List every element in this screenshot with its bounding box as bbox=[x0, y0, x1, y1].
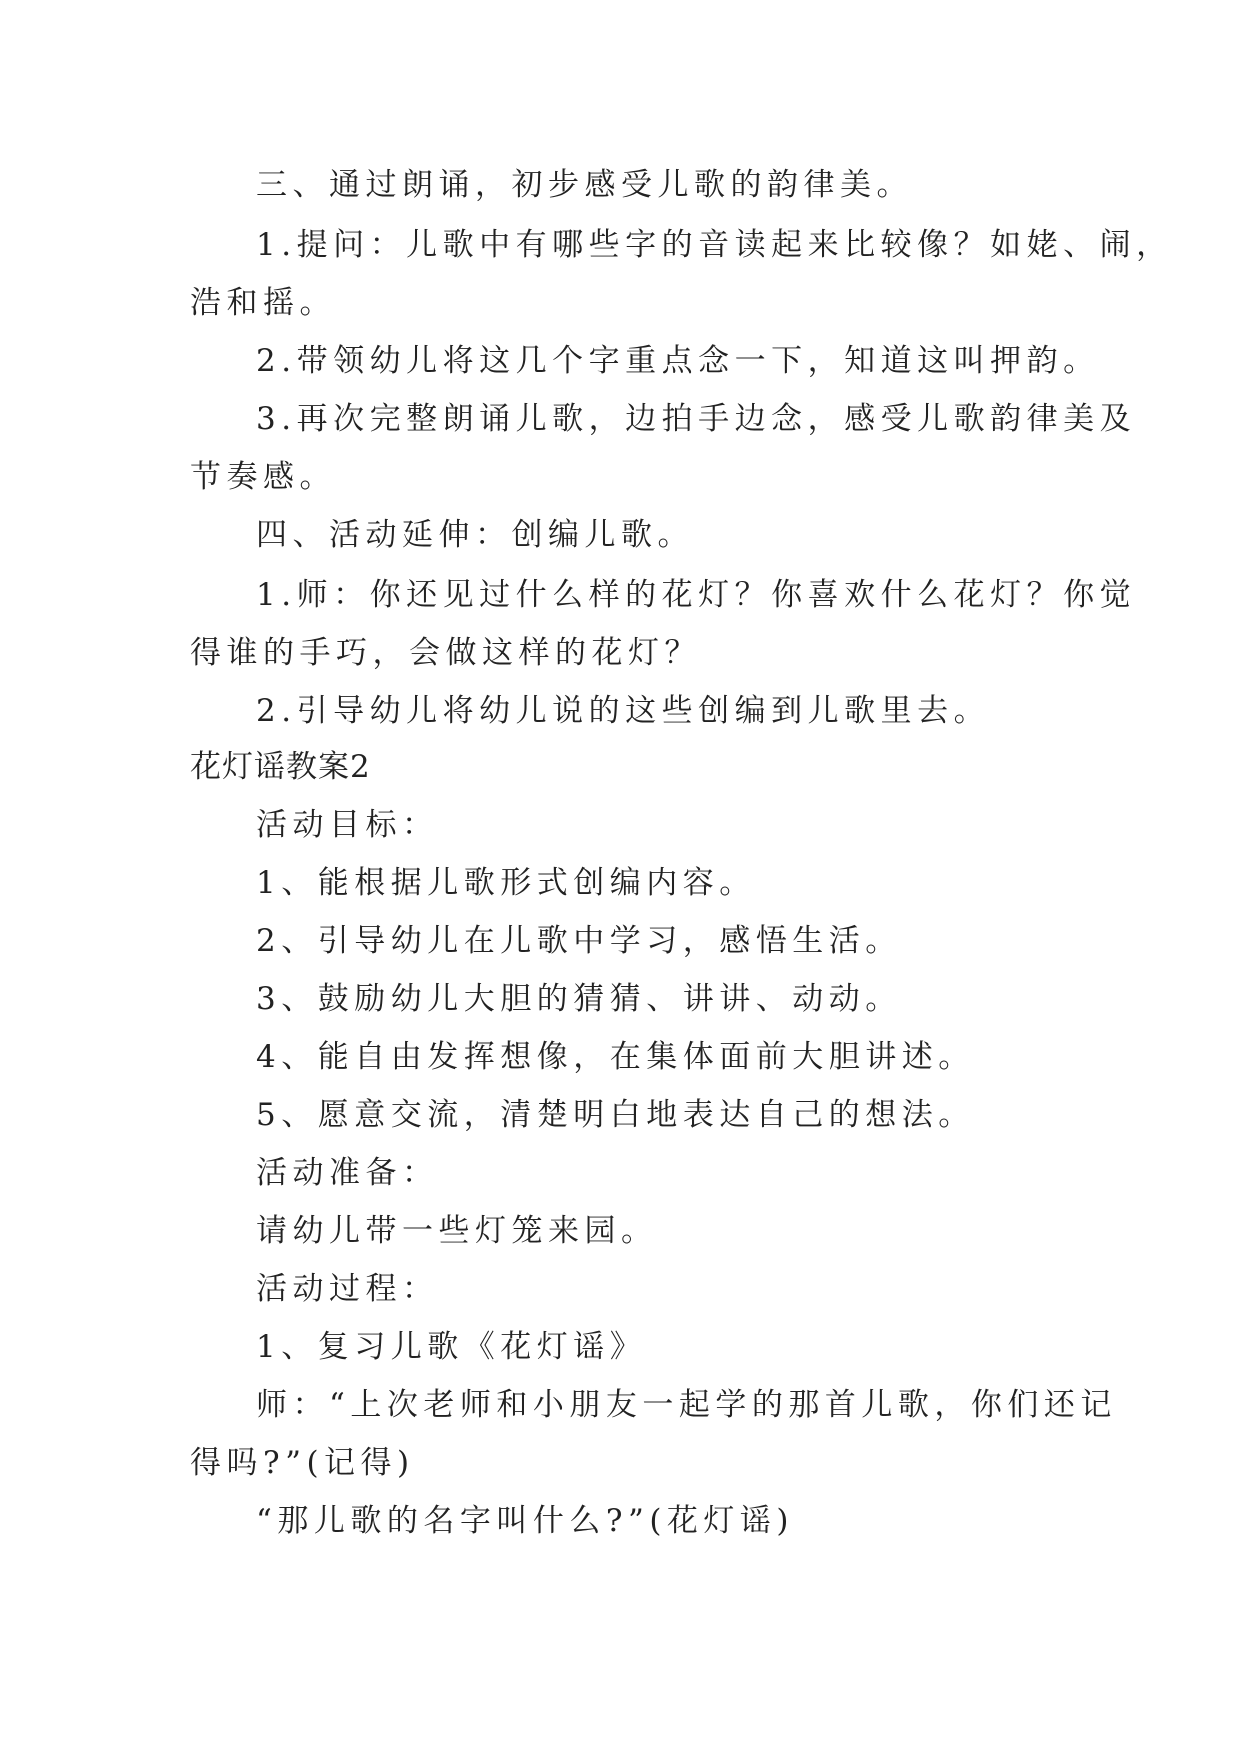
paragraph-line: 3.再次完整朗诵儿歌，边拍手边念，感受儿歌韵律美及 bbox=[256, 401, 1137, 437]
list-item: 3、鼓励幼儿大胆的猜猜、讲讲、动动。 bbox=[256, 981, 902, 1017]
paragraph-line: 节奏感。 bbox=[190, 459, 336, 495]
paragraph-line: 1.师：你还见过什么样的花灯？你喜欢什么花灯？你觉 bbox=[256, 577, 1137, 613]
paragraph-line: 2.引导幼儿将幼儿说的这些创编到儿歌里去。 bbox=[256, 693, 991, 729]
list-item: 5、愿意交流，清楚明白地表达自己的想法。 bbox=[256, 1097, 975, 1133]
paragraph-line: 浩和摇。 bbox=[190, 285, 336, 321]
paragraph-line: 得吗?”(记得) bbox=[190, 1445, 415, 1481]
activity-process-heading: 活动过程： bbox=[256, 1271, 439, 1307]
paragraph-line: 1.提问：儿歌中有哪些字的音读起来比较像？如姥、闹， bbox=[256, 227, 1173, 263]
paragraph-line: 师：“上次老师和小朋友一起学的那首儿歌，你们还记 bbox=[256, 1387, 1117, 1423]
list-item: 4、能自由发挥想像，在集体面前大胆讲述。 bbox=[256, 1039, 975, 1075]
paragraph-line: 2.带领幼儿将这几个字重点念一下，知道这叫押韵。 bbox=[256, 343, 1100, 379]
paragraph-line: “那儿歌的名字叫什么?”(花灯谣) bbox=[256, 1503, 795, 1539]
activity-goals-heading: 活动目标： bbox=[256, 807, 439, 843]
section-four-heading: 四、活动延伸：创编儿歌。 bbox=[256, 517, 694, 553]
section-three-heading: 三、通过朗诵，初步感受儿歌的韵律美。 bbox=[256, 167, 913, 203]
paragraph-line: 得谁的手巧，会做这样的花灯？ bbox=[190, 635, 701, 671]
list-item: 1、能根据儿歌形式创编内容。 bbox=[256, 865, 756, 901]
document-title: 花灯谣教案2 bbox=[190, 749, 371, 785]
activity-preparation-heading: 活动准备： bbox=[256, 1155, 439, 1191]
paragraph-line: 请幼儿带一些灯笼来园。 bbox=[256, 1213, 658, 1249]
list-item: 1、复习儿歌《花灯谣》 bbox=[256, 1329, 647, 1365]
list-item: 2、引导幼儿在儿歌中学习，感悟生活。 bbox=[256, 923, 902, 959]
